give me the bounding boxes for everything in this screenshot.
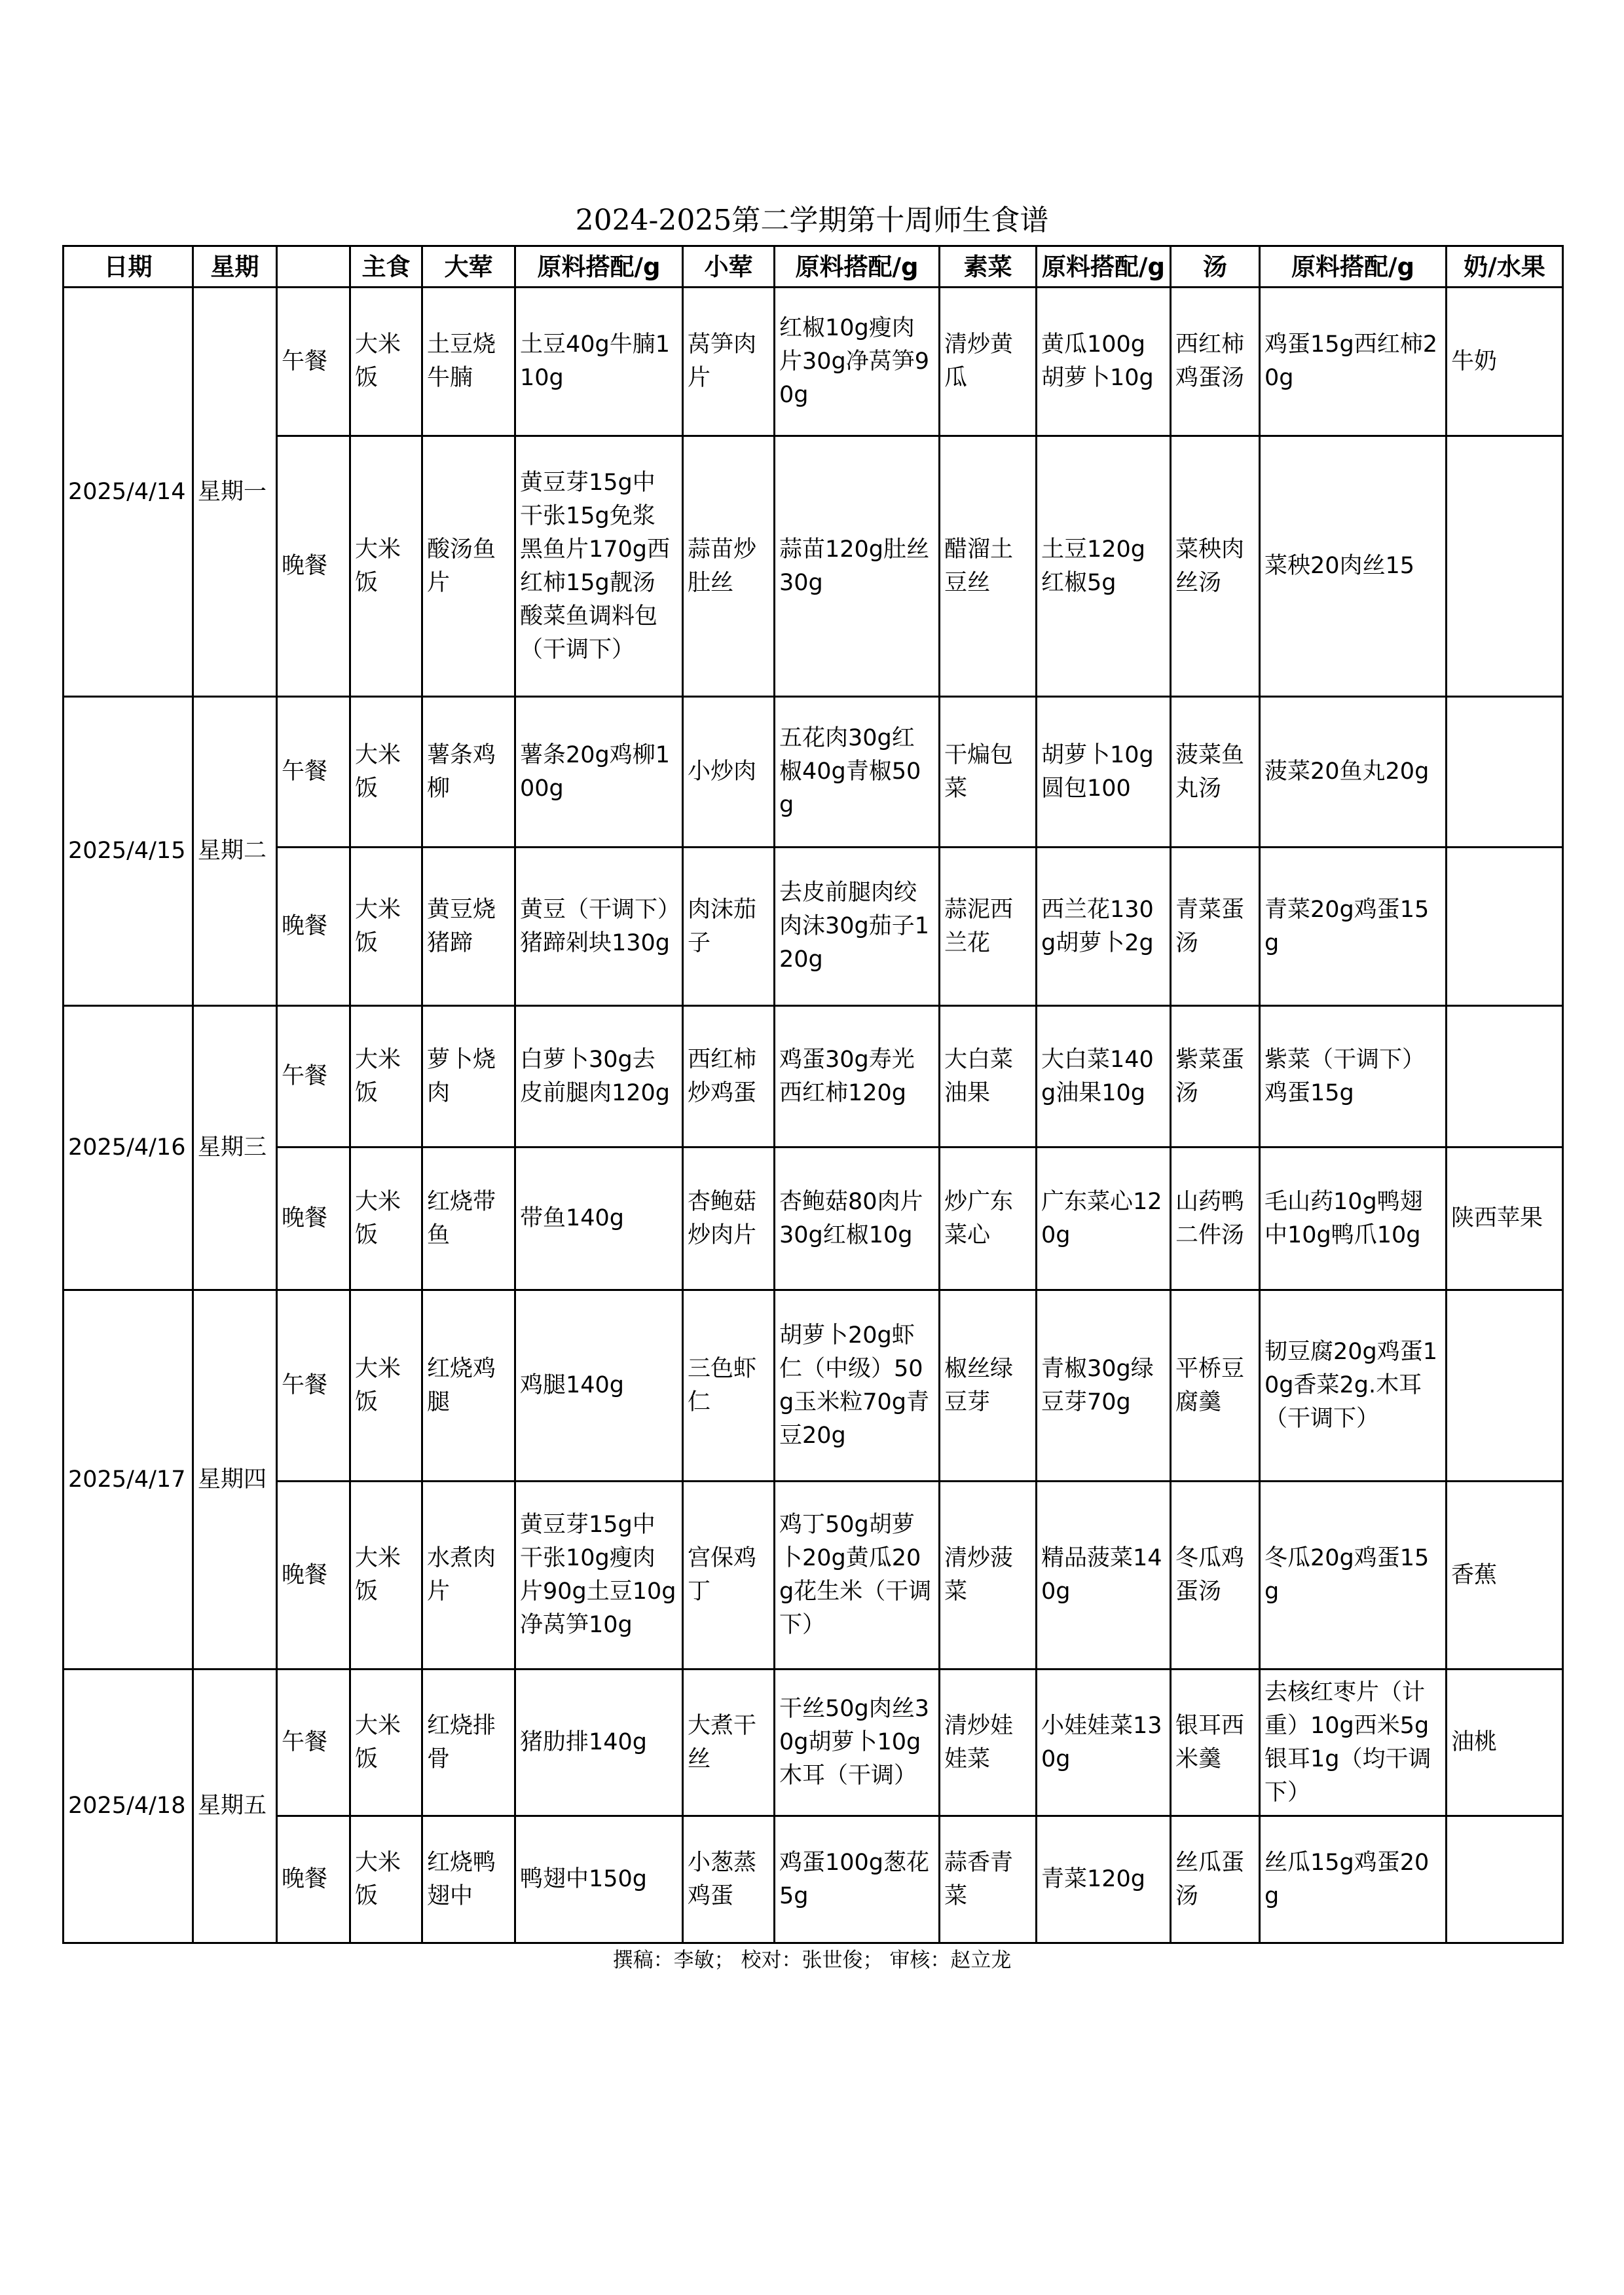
meal-cell: 晚餐 [277,1482,350,1670]
meal-cell: 晚餐 [277,436,350,697]
vegetable-cell: 清炒黄瓜 [940,288,1037,436]
soup-cell: 平桥豆腐羹 [1171,1290,1260,1482]
vegetable-cell: 炒广东菜心 [940,1148,1037,1290]
date-cell: 2025/4/15 [64,697,193,1006]
milk-fruit-cell: 陕西苹果 [1447,1148,1563,1290]
side-meat-ingredients-cell: 杏鲍菇80肉片30g红椒10g [775,1148,940,1290]
side-meat-ingredients-cell: 鸡蛋100g葱花5g [775,1816,940,1943]
side-meat-cell: 小葱蒸鸡蛋 [683,1816,775,1943]
main-meat-cell: 红烧鸭翅中 [422,1816,515,1943]
vegetable-ingredients-cell: 精品菠菜140g [1037,1482,1171,1670]
main-meat-ingredients-cell: 黄豆（干调下）猪蹄剁块130g [515,848,683,1006]
page-title: 2024-2025第二学期第十周师生食谱 [575,204,1049,237]
side-meat-ingredients-cell: 去皮前腿肉绞肉沫30g茄子120g [775,848,940,1006]
main-meat-ingredients-cell: 白萝卜30g去皮前腿肉120g [515,1006,683,1148]
staple-cell: 大米饭 [350,1670,422,1816]
header-weekday: 星期 [193,246,277,288]
side-meat-ingredients-cell: 干丝50g肉丝30g胡萝卜10g木耳（干调） [775,1670,940,1816]
main-meat-ingredients-cell: 猪肋排140g [515,1670,683,1816]
date-cell: 2025/4/16 [64,1006,193,1290]
main-meat-ingredients-cell: 鸭翅中150g [515,1816,683,1943]
menu-table [62,245,1564,1944]
soup-ingredients-cell: 去核红枣片（计重）10g西米5g银耳1g（均干调下） [1260,1670,1447,1816]
vegetable-cell: 蒜泥西兰花 [940,848,1037,1006]
main-meat-cell: 土豆烧牛腩 [422,288,515,436]
weekday-cell: 星期四 [193,1290,277,1670]
vegetable-ingredients-cell: 大白菜140g油果10g [1037,1006,1171,1148]
milk-fruit-cell [1447,1290,1563,1482]
soup-cell: 银耳西米羹 [1171,1670,1260,1816]
milk-fruit-cell [1447,697,1563,848]
meal-cell: 午餐 [277,1670,350,1816]
meal-cell: 午餐 [277,288,350,436]
soup-cell: 菜秧肉丝汤 [1171,436,1260,697]
weekday-cell: 星期三 [193,1006,277,1290]
date-cell: 2025/4/17 [64,1290,193,1670]
vegetable-ingredients-cell: 青椒30g绿豆芽70g [1037,1290,1171,1482]
milk-fruit-cell [1447,436,1563,697]
staple-cell: 大米饭 [350,697,422,848]
side-meat-ingredients-cell: 红椒10g瘦肉片30g净莴笋90g [775,288,940,436]
main-meat-cell: 红烧带鱼 [422,1148,515,1290]
side-meat-cell: 三色虾仁 [683,1290,775,1482]
main-meat-cell: 萝卜烧肉 [422,1006,515,1148]
soup-cell: 西红柿鸡蛋汤 [1171,288,1260,436]
soup-cell: 菠菜鱼丸汤 [1171,697,1260,848]
milk-fruit-cell [1447,1816,1563,1943]
staple-cell: 大米饭 [350,848,422,1006]
staple-cell: 大米饭 [350,1816,422,1943]
table-row [64,1816,1563,1943]
main-meat-cell: 红烧鸡腿 [422,1290,515,1482]
meal-cell: 晚餐 [277,1148,350,1290]
header-soup-ingredients: 原料搭配/g [1260,246,1447,288]
credits-footer: 撰稿：李敏； 校对：张世俊； 审核：赵立龙 [612,1949,1012,1972]
date-cell: 2025/4/14 [64,288,193,697]
weekday-cell: 星期五 [193,1670,277,1943]
staple-cell: 大米饭 [350,288,422,436]
vegetable-cell: 醋溜土豆丝 [940,436,1037,697]
soup-cell: 丝瓜蛋汤 [1171,1816,1260,1943]
soup-ingredients-cell: 韧豆腐20g鸡蛋10g香菜2g.木耳（干调下） [1260,1290,1447,1482]
table-row [64,1006,1563,1148]
side-meat-cell: 宫保鸡丁 [683,1482,775,1670]
staple-cell: 大米饭 [350,436,422,697]
soup-ingredients-cell: 菜秧20肉丝15 [1260,436,1447,697]
table-row [64,288,1563,436]
table-row [64,436,1563,697]
vegetable-cell: 清炒娃娃菜 [940,1670,1037,1816]
soup-ingredients-cell: 青菜20g鸡蛋15g [1260,848,1447,1006]
vegetable-ingredients-cell: 西兰花130g胡萝卜2g [1037,848,1171,1006]
side-meat-ingredients-cell: 胡萝卜20g虾仁（中级）50g玉米粒70g青豆20g [775,1290,940,1482]
milk-fruit-cell [1447,848,1563,1006]
milk-fruit-cell: 油桃 [1447,1670,1563,1816]
meal-cell: 午餐 [277,697,350,848]
vegetable-ingredients-cell: 土豆120g红椒5g [1037,436,1171,697]
header-main-meat-ingredients: 原料搭配/g [515,246,683,288]
main-meat-ingredients-cell: 带鱼140g [515,1148,683,1290]
vegetable-cell: 椒丝绿豆芽 [940,1290,1037,1482]
soup-ingredients-cell: 毛山药10g鸭翅中10g鸭爪10g [1260,1148,1447,1290]
main-meat-cell: 薯条鸡柳 [422,697,515,848]
header-main-meat: 大荤 [422,246,515,288]
header-soup: 汤 [1171,246,1260,288]
header-side-meat: 小荤 [683,246,775,288]
vegetable-ingredients-cell: 广东菜心120g [1037,1148,1171,1290]
staple-cell: 大米饭 [350,1290,422,1482]
header-side-meat-ingredients: 原料搭配/g [775,246,940,288]
vegetable-ingredients-cell: 小娃娃菜130g [1037,1670,1171,1816]
soup-ingredients-cell: 丝瓜15g鸡蛋20g [1260,1816,1447,1943]
side-meat-cell: 莴笋肉片 [683,288,775,436]
main-meat-ingredients-cell: 土豆40g牛腩110g [515,288,683,436]
meal-cell: 晚餐 [277,1816,350,1943]
vegetable-ingredients-cell: 黄瓜100g胡萝卜10g [1037,288,1171,436]
meal-cell: 晚餐 [277,848,350,1006]
soup-cell: 紫菜蛋汤 [1171,1006,1260,1148]
header-meal [277,246,350,288]
main-meat-cell: 红烧排骨 [422,1670,515,1816]
side-meat-cell: 大煮干丝 [683,1670,775,1816]
soup-cell: 青菜蛋汤 [1171,848,1260,1006]
meal-cell: 午餐 [277,1290,350,1482]
header-staple: 主食 [350,246,422,288]
table-row [64,1670,1563,1816]
soup-cell: 山药鸭二件汤 [1171,1148,1260,1290]
side-meat-cell: 蒜苗炒肚丝 [683,436,775,697]
side-meat-cell: 肉沫茄子 [683,848,775,1006]
soup-ingredients-cell: 紫菜（干调下）鸡蛋15g [1260,1006,1447,1148]
vegetable-cell: 大白菜油果 [940,1006,1037,1148]
side-meat-cell: 西红柿炒鸡蛋 [683,1006,775,1148]
soup-ingredients-cell: 鸡蛋15g西红柿20g [1260,288,1447,436]
vegetable-ingredients-cell: 青菜120g [1037,1816,1171,1943]
soup-cell: 冬瓜鸡蛋汤 [1171,1482,1260,1670]
header-row [64,246,1563,288]
meal-cell: 午餐 [277,1006,350,1148]
milk-fruit-cell: 香蕉 [1447,1482,1563,1670]
table-row [64,697,1563,848]
table-row [64,1290,1563,1482]
weekday-cell: 星期二 [193,697,277,1006]
main-meat-cell: 水煮肉片 [422,1482,515,1670]
side-meat-cell: 小炒肉 [683,697,775,848]
main-meat-ingredients-cell: 黄豆芽15g中干张10g瘦肉片90g土豆10g净莴笋10g [515,1482,683,1670]
staple-cell: 大米饭 [350,1148,422,1290]
header-milk-fruit: 奶/水果 [1447,246,1563,288]
weekday-cell: 星期一 [193,288,277,697]
main-meat-ingredients-cell: 薯条20g鸡柳100g [515,697,683,848]
side-meat-ingredients-cell: 五花肉30g红椒40g青椒50g [775,697,940,848]
side-meat-ingredients-cell: 鸡丁50g胡萝卜20g黄瓜20g花生米（干调下） [775,1482,940,1670]
main-meat-ingredients-cell: 鸡腿140g [515,1290,683,1482]
vegetable-cell: 蒜香青菜 [940,1816,1037,1943]
vegetable-cell: 清炒菠菜 [940,1482,1037,1670]
main-meat-cell: 酸汤鱼片 [422,436,515,697]
header-date: 日期 [64,246,193,288]
vegetable-cell: 干煸包菜 [940,697,1037,848]
header-vegetable-ingredients: 原料搭配/g [1037,246,1171,288]
vegetable-ingredients-cell: 胡萝卜10g圆包100 [1037,697,1171,848]
soup-ingredients-cell: 冬瓜20g鸡蛋15g [1260,1482,1447,1670]
soup-ingredients-cell: 菠菜20鱼丸20g [1260,697,1447,848]
table-row [64,848,1563,1006]
main-meat-ingredients-cell: 黄豆芽15g中干张15g免浆黑鱼片170g西红柿15g靓汤酸菜鱼调料包（干调下） [515,436,683,697]
milk-fruit-cell [1447,1006,1563,1148]
side-meat-ingredients-cell: 鸡蛋30g寿光西红柿120g [775,1006,940,1148]
milk-fruit-cell: 牛奶 [1447,288,1563,436]
table-row [64,1148,1563,1290]
side-meat-ingredients-cell: 蒜苗120g肚丝30g [775,436,940,697]
header-vegetable: 素菜 [940,246,1037,288]
main-meat-cell: 黄豆烧猪蹄 [422,848,515,1006]
staple-cell: 大米饭 [350,1006,422,1148]
side-meat-cell: 杏鲍菇炒肉片 [683,1148,775,1290]
date-cell: 2025/4/18 [64,1670,193,1943]
table-row [64,1482,1563,1670]
staple-cell: 大米饭 [350,1482,422,1670]
